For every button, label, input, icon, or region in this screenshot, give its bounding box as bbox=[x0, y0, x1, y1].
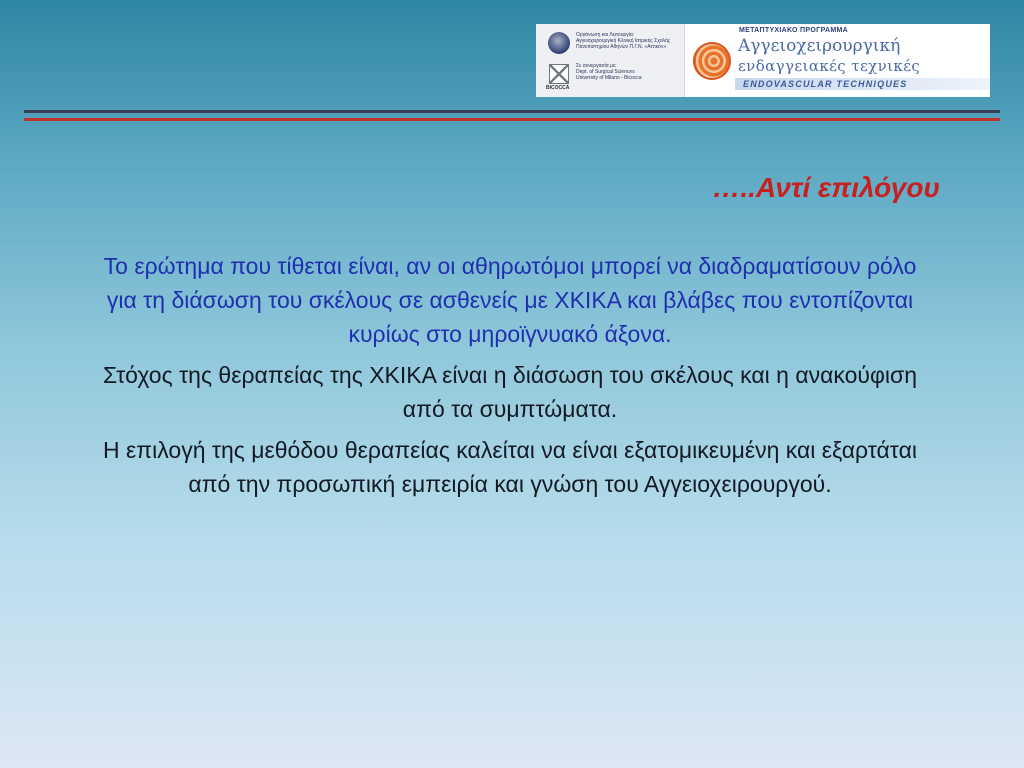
organizer-logo-panel bbox=[536, 24, 685, 97]
spiral-logo-icon bbox=[693, 42, 731, 80]
partner-text bbox=[576, 63, 642, 81]
header-banner bbox=[536, 24, 990, 97]
slide-body bbox=[100, 249, 920, 508]
organizer-text bbox=[576, 32, 670, 50]
course-english-title: ENDOVASCULAR TECHNIQUES bbox=[743, 79, 908, 89]
organizer-line: Αγγειοχειρουργική Κλινική Ιατρικής Σχολής bbox=[576, 38, 671, 44]
paragraph-question: Το ερώτημα που τίθεται είναι, αν οι αθηρωτόμοι μπορεί να διαδραματίσουν ρόλο για τη διάσωση του σκέλους σε ασθενείς με ΧΚΙΚΑ και βλάβες που εντοπίζονται κυρίως στο μηροϊγνυακό άξονα. bbox=[103, 253, 917, 347]
paragraph-method: Η επιλογή της μεθόδου θεραπείας καλείται να είναι εξατομικευμένη και εξαρτάται από την προσωπική εμπειρία και γνώση του Αγγειοχειρουργού. bbox=[103, 437, 917, 497]
course-title-line1: Αγγειοχειρουργική bbox=[738, 36, 901, 56]
partner-line: Σε συνεργασία με: bbox=[576, 63, 617, 69]
slide-title: …..Αντί επιλόγου bbox=[712, 172, 940, 203]
bicocca-word: BICOCCA bbox=[546, 85, 570, 91]
partner-line: Dept. of Surgical Sciences bbox=[576, 69, 635, 75]
header-divider-red bbox=[24, 118, 1000, 121]
organizer-line: Οργάνωση και Λειτουργία: bbox=[576, 32, 635, 38]
header-divider-dark bbox=[24, 110, 1000, 113]
organizer-line: Πανεπιστημίου Αθηνών Π.Γ.Ν. «Αττικόν» bbox=[576, 44, 667, 50]
course-title-line2: ενδαγγειακές τεχνικές bbox=[738, 57, 921, 75]
program-logo-panel bbox=[685, 24, 990, 97]
paragraph-goal: Στόχος της θεραπείας της ΧΚΙΚΑ είναι η διάσωση του σκέλους και η ανακούφιση από τα συμπτώματα. bbox=[102, 362, 918, 422]
bicocca-logo-icon bbox=[549, 64, 569, 84]
partner-line: University of Milano - Bicocca bbox=[576, 75, 642, 81]
university-seal-icon bbox=[548, 32, 570, 54]
program-label: ΜΕΤΑΠΤΥΧΙΑΚΟ ΠΡΟΓΡΑΜΜΑ bbox=[739, 27, 849, 34]
